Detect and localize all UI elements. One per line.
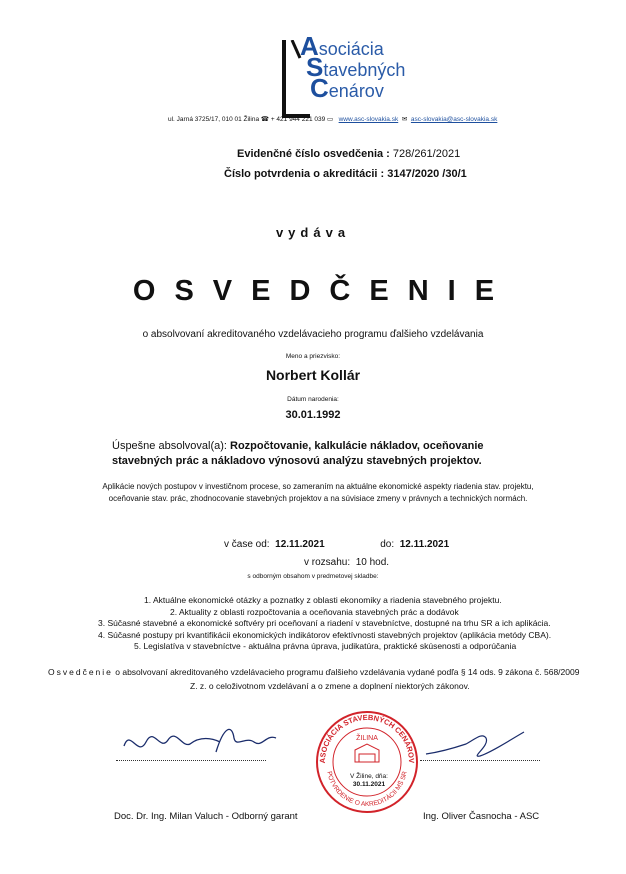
contact-line (168, 115, 497, 123)
list-item: 3. Súčasné stavebné a ekonomické softvéry pri oceňovaní a riadení v stavebníctve, dostupné na trhu SR a ich aplikácia. (98, 618, 551, 628)
evidence-number: Evidenčné číslo osvedčenia : 728/261/2021 (237, 148, 461, 160)
course-range: v rozsahu: 10 hod. (304, 557, 390, 568)
list-item: 1. Aktuálne ekonomické otázky a poznatky z oblasti ekonomiky a riadenia stavebného projektu. (144, 595, 502, 605)
monitor-icon: ▭ (327, 116, 334, 123)
signature-line-right (420, 760, 540, 761)
list-item: 5. Legislatíva v stavebníctve - aktuálna právna úprava, judikatúra, praktické skúsenosti a odporúčania (134, 641, 517, 651)
name-label: Meno a priezvisko: (285, 353, 341, 360)
course-description: Aplikácie nových postupov v investičnom procese, so zameraním na aktuálne ekonomické aspekty riadenia stav. projektu, oceňovanie stav. prác, zhodnocovanie stavebných projektov a na súvisiace zmeny v právnych a technických normách. (102, 482, 534, 503)
topic-list (98, 595, 568, 653)
logo-wordmark: Asociácia Stavebných Cenárov (300, 31, 406, 103)
course-dates: v čase od: 12.11.2021 do: 12.11.2021 (224, 539, 450, 550)
stamp-top-text: ASOCIÁCIA STAVEBNÝCH CENÁROV (317, 712, 417, 764)
phone-icon: ☎ (260, 116, 269, 123)
list-item: 2. Aktuality z oblasti rozpočtovania a oceňovania stavebných prác a dodávok (170, 606, 459, 617)
content-label: s odborným obsahom v predmetovej skladbe: (247, 573, 379, 580)
stamp-bottom-text: POTVRDENIE O AKREDITÁCII MŠ SR (325, 770, 409, 809)
recipient-name: Norbert Kollár (265, 367, 361, 383)
certificate-subtitle: o absolvovaní akreditovaného vzdelávacieho programu ďalšieho vzdelávania (142, 329, 484, 340)
envelope-icon: ✉ (401, 116, 408, 123)
date-of-birth: 30.01.1992 (285, 409, 341, 421)
completed-course: Úspešne absolvoval(a): Rozpočtovanie, kalkulácie nákladov, oceňovanie stavebných prác a nákladovo výnosovú analýzu stavebných projektov. (112, 440, 484, 467)
stamp-city: ŽILINA (356, 735, 378, 742)
stamp-date-block: V Žiline, dňa: 30.11.2021 (350, 773, 388, 788)
signer-left: Doc. Dr. Ing. Milan Valuch - Odborný garant (114, 811, 298, 822)
signature-line-left (116, 760, 266, 761)
official-stamp (315, 710, 419, 814)
accreditation-number: Číslo potvrdenia o akreditácii : 3147/2020 /30/1 (224, 168, 467, 180)
issues-label: vydáva (275, 225, 351, 240)
address: ul. Jarná 3725/17, 010 01 Žilina (168, 116, 260, 123)
phone: + 421 944 221 039 (270, 116, 326, 123)
dob-label: Dátum narodenia: (287, 396, 339, 403)
legal-note-line1: Osvedčenie o absolvovaní akreditovaného vzdelávacieho programu ďalšieho vzdelávania vydané podľa § 14 ods. 9 zákona č. 568/2009 (48, 667, 580, 677)
signer-right: Ing. Oliver Časnocha - ASC (423, 811, 540, 822)
web-link[interactable]: www.asc-slovakia.sk (338, 116, 399, 123)
certificate-title: OSVEDČENIE (132, 275, 514, 307)
legal-note-line2: Z. z. o celoživotnom vzdelávaní a o zmene a doplnení niektorých zákonov. (190, 681, 470, 691)
email-link[interactable]: asc-slovakia@asc-slovakia.sk (410, 116, 498, 123)
list-item: 4. Súčasné postupy pri kvantifikácii ekonomických indikátorov efektívnosti stavebných projektov (aplikácia metódy CBA). (98, 629, 552, 640)
